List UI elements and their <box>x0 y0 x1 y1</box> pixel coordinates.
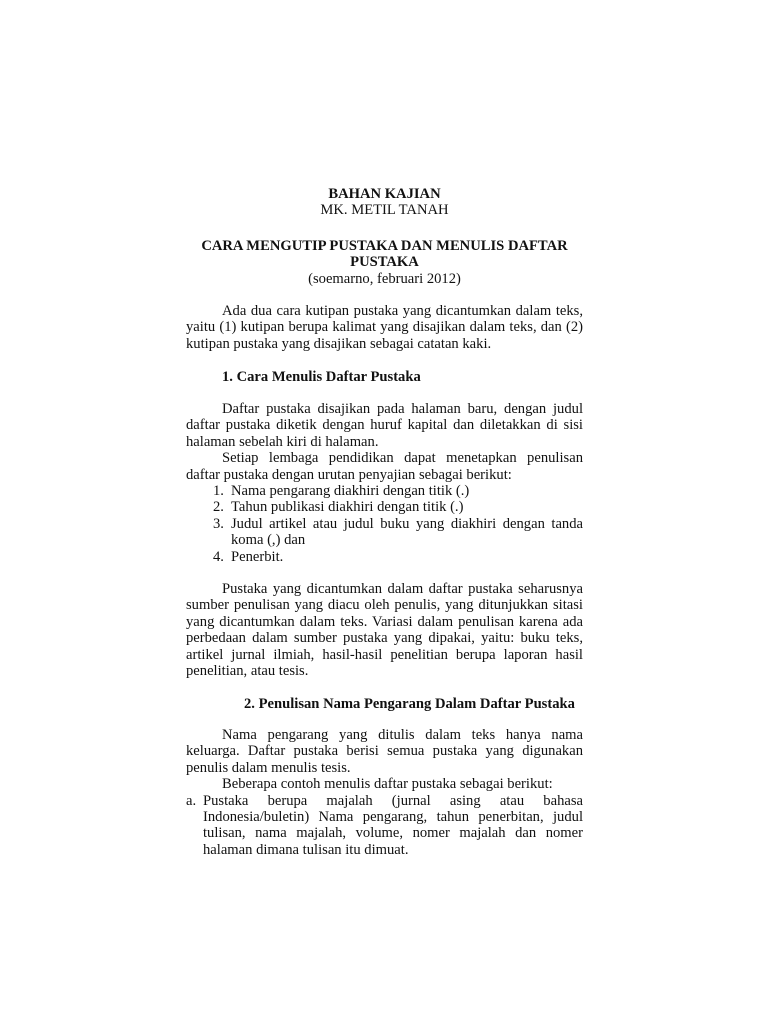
example-item-a <box>186 793 583 859</box>
list-item <box>186 499 583 515</box>
list-text: Tahun publikasi diakhiri dengan titik (.) <box>231 499 464 516</box>
list-number: 2. <box>213 499 224 516</box>
list-number: 1. <box>213 483 224 500</box>
list-text: Judul artikel atau judul buku yang diakhiri dengan tanda koma (,) dan <box>231 515 583 549</box>
author-byline: (soemarno, februari 2012) <box>308 270 461 287</box>
section1-heading-wrap <box>186 369 583 385</box>
intro-section <box>186 303 583 352</box>
section1-paragraph2: Setiap lembaga pendidikan dapat menetapkan penulisan daftar pustaka dengan urutan penyajian sebagai berikut: <box>186 450 583 483</box>
section2-paragraph1: Nama pengarang yang ditulis dalam teks hanya nama keluarga. Daftar pustaka berisi semua pustaka yang digunakan penulis dalam menulis tesis. <box>186 727 583 776</box>
topic-heading <box>186 238 583 287</box>
list-text: Penerbit. <box>231 548 284 565</box>
list-number: 3. <box>213 515 224 532</box>
section1-heading: 1. Cara Menulis Daftar Pustaka <box>222 369 421 385</box>
list-text: Nama pengarang diakhiri dengan titik (.) <box>231 483 470 500</box>
document-header <box>186 186 583 219</box>
list-number: 4. <box>213 548 224 565</box>
list-item <box>186 483 583 499</box>
topic-title-line2: PUSTAKA <box>350 254 419 271</box>
list-item <box>186 516 583 549</box>
course-title: MK. METIL TANAH <box>320 202 449 219</box>
ordering-list <box>186 483 583 565</box>
section1-tail <box>186 581 583 679</box>
header-title: BAHAN KAJIAN <box>328 186 441 202</box>
section2-heading: 2. Penulisan Nama Pengarang Dalam Daftar Pustaka <box>244 696 575 712</box>
section1-paragraph3: Pustaka yang dicantumkan dalam daftar pustaka seharusnya sumber penulisan yang diacu oleh penulis, yang ditunjukkan sitasi yang dicantumkan dalam teks. Variasi dalam penulisan karena ada perbedaan dalam sumber pustaka yang dipakai, yaitu: buku teks, artikel jurnal ilmiah, hasil-hasil penelitian berupa laporan hasil penelitian, atau tesis. <box>186 581 583 680</box>
section2-heading-wrap <box>186 696 583 712</box>
example-text: Pustaka berupa majalah (jurnal asing atau bahasa Indonesia/buletin) Nama pengarang, tahun penerbitan, judul tulisan, nama majalah, volume, nomer majalah dan nomer halaman dimana tulisan itu dimuat. <box>203 792 583 858</box>
section2-paragraph2: Beberapa contoh menulis daftar pustaka sebagai berikut: <box>222 776 553 793</box>
section2-body <box>186 727 583 858</box>
intro-paragraph: Ada dua cara kutipan pustaka yang dicantumkan dalam teks, yaitu (1) kutipan berupa kalimat yang disajikan dalam teks, dan (2) kutipan pustaka yang disajikan sebagai catatan kaki. <box>186 303 583 352</box>
section1-body <box>186 401 583 565</box>
list-item <box>186 549 583 565</box>
example-letter: a. <box>186 792 197 809</box>
topic-title-line1: CARA MENGUTIP PUSTAKA DAN MENULIS DAFTAR <box>201 238 568 254</box>
section1-paragraph1: Daftar pustaka disajikan pada halaman baru, dengan judul daftar pustaka diketik dengan huruf kapital dan diletakkan di sisi halaman sebelah kiri di halaman. <box>186 401 583 450</box>
